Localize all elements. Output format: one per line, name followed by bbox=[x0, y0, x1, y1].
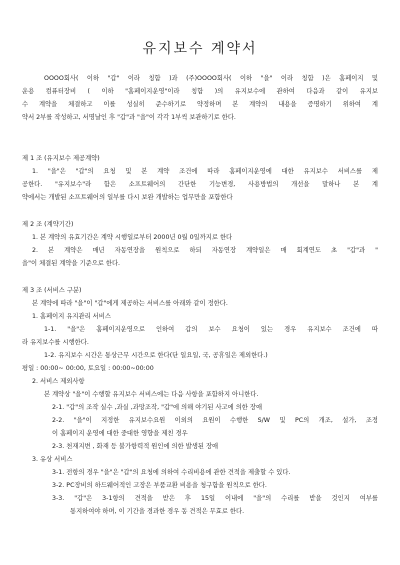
article-2 bbox=[22, 218, 378, 270]
intro-line: 약서 2부를 작성하고, 서명날인 후 "갑"과 "을"이 각각 1부씩 보관하기로 한다. bbox=[22, 114, 236, 121]
article-line: 2. 본 계약은 매년 자동연장을 원칙으로 하되 자동연장 계약일은 매 회계연도 초 "갑"과 " bbox=[32, 247, 378, 254]
article-line: 1-1. "을"은 홈페이지운영으로 인하여 갑의 보수 요청이 있는 경우 유지보수 조건에 따 bbox=[44, 326, 378, 333]
article-line: 1-2. 유지보수 시간은 통상근무 시간으로 한다(단 일요일, 국, 공휴일은 제외한다.) bbox=[44, 352, 268, 359]
intro-line: OOOO회사( 이하 "갑" 이라 칭함 )과 (주)OOOO회사( 이하 "을" 이라 칭함 )은 홈페이지 및 bbox=[44, 75, 378, 82]
article-line: 2-2. "을"이 지정한 유지보수요원 이외의 요원이 수행한 S/W 및 PC의 개조, 설가, 조정 bbox=[52, 417, 378, 424]
article-line: 라 유지보수를 시행한다. bbox=[22, 339, 89, 346]
article-line: 본 계약상 "을"이 수행할 유지보수 서비스에는 다음 사항을 포함하지 아니한다. bbox=[44, 391, 259, 398]
article-line: 본 계약에 따라 "을"이 "갑"에게 제공하는 서비스를 아래와 같이 정한다. bbox=[32, 300, 228, 307]
article-heading: 제 3 조 (서비스 구분) bbox=[22, 287, 82, 294]
article-1 bbox=[22, 152, 378, 204]
article-line: 을"이 체결된 계약을 기준으로 한다. bbox=[22, 260, 121, 267]
article-heading: 제 1 조 (유지보수 제공계약) bbox=[22, 155, 100, 162]
article-line: 3-2. PC장비의 하드웨어적인 고장은 부품교환 비용을 청구함을 원칙으로 한다. bbox=[52, 482, 267, 489]
article-line: 3-3. "갑"은 3-1항의 견적을 받은 후 15일 이내에 "을"의 수리를 받을 것인지 여부를 bbox=[52, 495, 378, 502]
section-title: 2. 서비스 제외사항 bbox=[32, 378, 85, 385]
article-line: 2-3. 천재지변 , 화재 등 불가항력적 원인에 의한 발생된 장애 bbox=[52, 443, 219, 450]
article-line: 공한다. "유지보수"라 함은 소프트웨어의 간단한 기능변경, 사용방법의 개선을 말하나 본 계 bbox=[22, 181, 378, 188]
section-title: 1. 홈페이지 유지관리 서비스 bbox=[32, 313, 111, 320]
intro-line: 운용 컴퓨터장비 ( 이하 "홈페이지운영"이라 칭함 )의 유지보수에 관하여 다음과 같이 유지보 bbox=[22, 88, 378, 95]
article-3 bbox=[22, 284, 378, 518]
intro-line: 수 계약을 체결하고 이를 성실히 준수하기로 약정하며 본 계약의 내용을 증명하기 위하여 계 bbox=[22, 101, 378, 108]
article-line: 1. "을"은 "갑"의 요청 및 본 계약 조건에 따라 홈페이지운영에 대한 유지보수 서비스를 제 bbox=[32, 168, 378, 175]
article-line: 1. 본 계약의 유효기간은 계약 시행일로부터 2000년 0월 0일까지로 한다 bbox=[32, 234, 233, 241]
article-line: 2-1. "갑"의 조작 실수 ,과실 ,과망조작, "갑"에 의해 야기된 사고에 의한 장애 bbox=[52, 404, 263, 411]
article-heading: 제 2 조 (계약기간) bbox=[22, 221, 74, 228]
article-line: 3-1. 전항의 경우 "을"은 "갑"의 요청에 의하여 수리비용에 관한 견적을 제출할 수 있다. bbox=[52, 469, 291, 476]
article-line: 약에서는 개발된 소프트웨어의 일부를 다시 보완 개발하는 업무만을 포함한다 bbox=[22, 194, 233, 201]
page-title: 유지보수 계약서 bbox=[142, 41, 258, 57]
article-line: 통지하여야 하며, 이 기간을 경과한 경우 동 견적은 무효로 한다. bbox=[70, 508, 245, 515]
working-hours: 평일 : 00:00~ 00:00, 토요일 : 00:00~00:00 bbox=[22, 365, 154, 372]
article-line: 이 홈페이지 운영에 대한 중대한 영향을 제친 경우 bbox=[52, 430, 188, 437]
section-title: 3. 유상 서비스 bbox=[32, 456, 73, 463]
intro-paragraph bbox=[22, 72, 378, 124]
